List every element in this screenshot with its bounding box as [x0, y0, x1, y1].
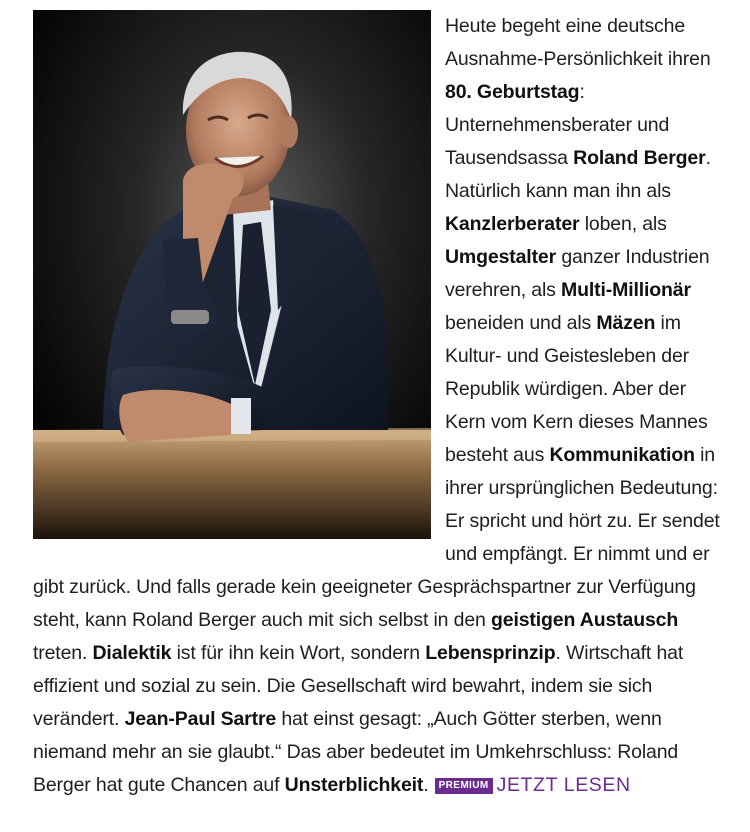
text-run: : Unternehmensberater und Tausendsassa — [445, 81, 670, 169]
text-run: . Wirtschaft hat effizient und sozial zu sein. Die Gesellschaft wird bewahrt, indem sie sich verändert. — [33, 642, 684, 730]
text-run: in ihrer ursprünglichen Bedeutung: Er spricht und hört zu. Er sendet und empfängt. Er nimmt und er gibt zurück. Und falls gerade kein geeigneter Gesprächspartner zur Verfügung steht, kann Roland Berger auch mit sich selbst in den — [33, 444, 720, 631]
text-run: treten. — [33, 642, 93, 664]
text-run: . — [423, 774, 429, 796]
bold-term: Unsterblichkeit — [284, 774, 424, 796]
bold-term: Umgestalter — [445, 246, 557, 268]
bold-term: geistigen Austausch — [491, 609, 679, 631]
article-body — [33, 10, 723, 802]
text-run: beneiden und als — [445, 312, 597, 334]
portrait-photo — [33, 10, 431, 539]
bold-term: Dialektik — [92, 642, 172, 664]
text-run: Heute begeht eine deutsche Ausnahme-Persönlichkeit ihren — [445, 15, 711, 70]
text-run: . Natürlich kann man ihn als — [445, 147, 711, 202]
text-run: im Kultur- und Geistesleben der Republik würdigen. Aber der Kern vom Kern dieses Mannes besteht aus — [445, 312, 708, 466]
bold-term: Roland Berger — [573, 147, 706, 169]
bold-term: Kanzlerberater — [445, 213, 580, 235]
text-run: hat einst gesagt: „Auch Götter sterben, wenn niemand mehr an sie glaubt.“ Das aber bedeutet im Umkehrschluss: Roland Berger hat gute Chancen auf — [33, 708, 679, 796]
premium-badge: PREMIUM — [435, 778, 493, 794]
text-run: loben, als — [579, 213, 667, 235]
bold-term: Jean-Paul Sartre — [124, 708, 277, 730]
bold-term: 80. Geburtstag — [445, 81, 580, 103]
read-now-link[interactable]: JETZT LESEN — [496, 774, 631, 796]
bold-term: Lebensprinzip — [425, 642, 556, 664]
bold-term: Multi-Millionär — [561, 279, 691, 301]
bold-term: Mäzen — [596, 312, 656, 334]
text-run: ganzer Industrien verehren, als — [445, 246, 710, 301]
bold-term: Kommunikation — [549, 444, 695, 466]
text-run: ist für ihn kein Wort, sondern — [171, 642, 426, 664]
